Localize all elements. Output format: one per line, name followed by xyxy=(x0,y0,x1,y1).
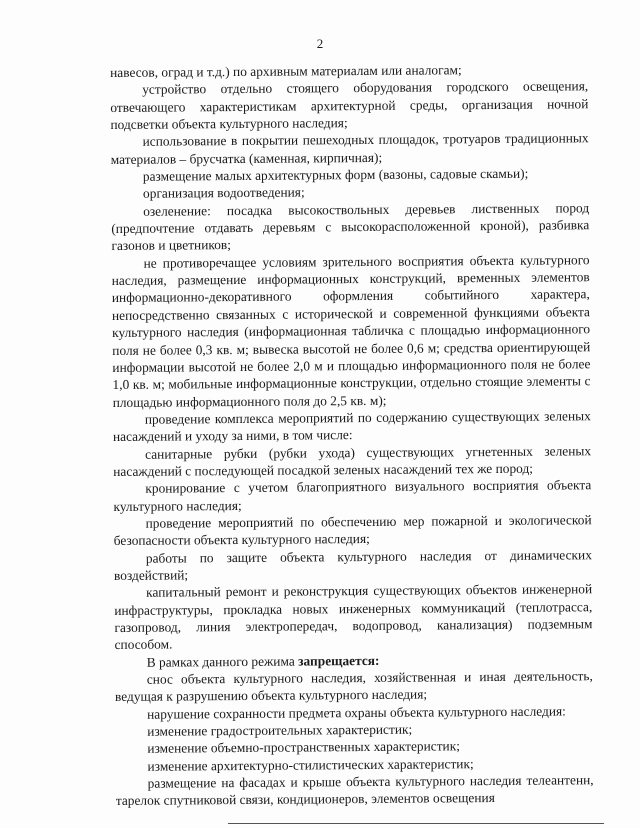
paragraph: работы по защите объекта культурного наследия от динамических воздействий; xyxy=(113,546,592,583)
bottom-rule xyxy=(228,823,604,824)
paragraph: организация водоотведения; xyxy=(142,184,305,202)
page-number: 2 xyxy=(316,36,324,51)
prohibited-item: изменение объемно-пространственных характеристик; xyxy=(147,738,460,757)
paragraph: навесов, оград и т.д.) по архивным материалам или аналогам; xyxy=(110,62,462,80)
regime-intro: В рамках данного режима xyxy=(146,653,295,670)
paragraph: размещение малых архитектурных форм (вазоны, садовые скамьи); xyxy=(142,165,529,184)
paragraph: проведение мероприятий по обеспечению мер пожарной и экологической безопасности объекта культурного наследия; xyxy=(113,512,592,549)
paragraph: кронирование с учетом благоприятного визуального восприятия объекта культурного наследия; xyxy=(113,477,592,514)
prohibited-item: нарушение сохранности предмета охраны объекта культурного наследия: xyxy=(147,703,566,722)
paragraph: не противоречащее условиям зрительного восприятия объекта культурного наследия, размещение информационных конструкций, временных элементов информационно-декоративного оформления событийного характера, непосредственно связанных с исторической и современной функциями объекта культурного наследия (информационная табличка с площадью информационного поля не более 0,3 кв. м; вывеска высотой не более 0,6 м; средства ориентирующей информации высотой не более 2,0 м и площадью информационного поля не более 1,0 кв. м; мобильные информационные конструкции, отдельно стоящие элементы с площадью информационного поля до 2,5 кв. м); xyxy=(111,252,591,410)
document-body xyxy=(110,60,594,810)
prohibited-item: изменение архитектурно-стилистических характеристик; xyxy=(147,755,474,774)
paragraph: санитарные рубки (рубки ухода) существующих угнетенных зеленых насаждений с последующей посадкой зеленых насаждений тех же пород; xyxy=(113,442,592,479)
regime-keyword: запрещается: xyxy=(298,652,380,669)
prohibited-item: снос объекта культурного наследия, хозяйственная и иная деятельность, ведущая к разрушению объекта культурного наследия; xyxy=(114,668,593,705)
paragraph: озеленение: посадка высокоствольных деревьев лиственных пород (предпочтение отдавать деревьям с высокорасположенной кроной), разбивка газонов и цветников; xyxy=(111,199,590,254)
paragraph: проведение комплекса мероприятий по содержанию существующих зеленых насаждений и уходу за ними, в том числе: xyxy=(112,408,591,445)
paragraph: капитальный ремонт и реконструкция существующих объектов инженерной инфраструктуры, прокладка новых инженерных коммуникаций (теплотрасса, газопровод, линия электропередач, водопровод, канализация) подземным способом. xyxy=(114,581,593,653)
paragraph: устройство отдельно стоящего оборудования городского освещения, отвечающего характеристикам архитектурной среды, организация ночной подсветки объекта культурного наследия; xyxy=(110,78,589,133)
prohibited-item: изменение градостроительных характеристик; xyxy=(147,721,413,739)
prohibited-item: размещение на фасадах и крыше объекта культурного наследия телеантенн, тарелок спутниковой связи, кондиционеров, элементов освещения xyxy=(115,772,594,809)
paragraph: использование в покрытии пешеходных площадок, тротуаров традиционных материалов – брусчатка (каменная, кирпичная); xyxy=(110,130,589,167)
